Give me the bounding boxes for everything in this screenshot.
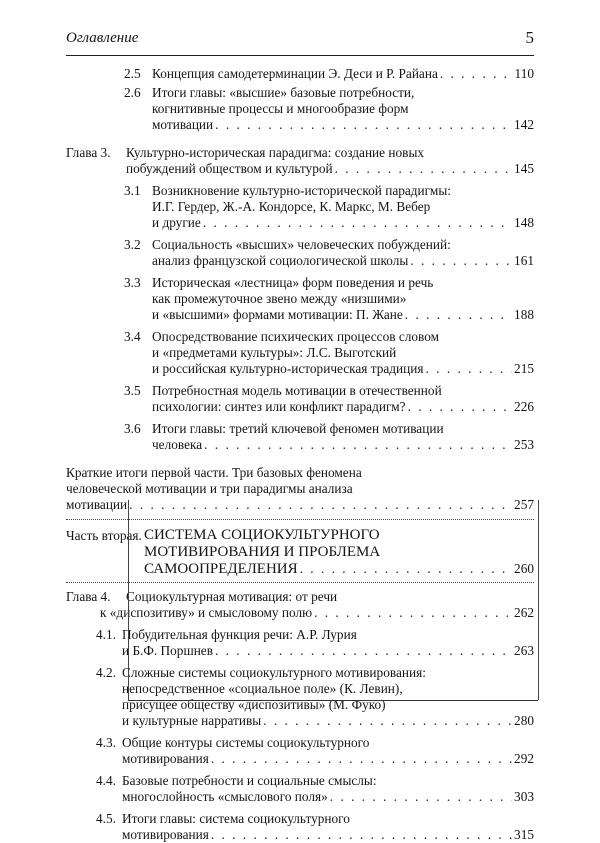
part-title: САМООПРЕДЕЛЕНИЯ — [144, 561, 298, 577]
chapter-page: 145 — [514, 161, 534, 176]
entry-number: 4.5. — [96, 811, 116, 826]
entry-number: 2.5 — [124, 66, 141, 81]
entry-page: 110 — [514, 66, 534, 81]
toc-part-2[interactable] — [66, 527, 534, 577]
toc-entry-2-5[interactable] — [66, 66, 534, 82]
toc-entry-3-4[interactable] — [66, 329, 534, 377]
entry-title: и другие — [152, 215, 201, 230]
entry-page: 315 — [514, 827, 534, 842]
entry-title: Концепция самодетерминации Э. Деси и Р. Райана — [152, 66, 438, 81]
entry-title: и культурные нарративы — [122, 713, 262, 728]
table-of-contents — [66, 62, 534, 843]
entry-page: 161 — [514, 253, 534, 268]
entry-number: 3.3 — [124, 275, 141, 290]
summary-page: 257 — [514, 497, 534, 512]
chapter-title-line: Социокультурная мотивация: от речи — [126, 589, 338, 604]
toc-chapter-3[interactable] — [66, 145, 534, 177]
entry-number: 4.1. — [96, 627, 116, 642]
entry-number: 4.4. — [96, 773, 116, 788]
entry-title-line: Итоги главы: третий ключевой феномен мотивации — [152, 421, 444, 436]
entry-title-line: Социальность «высших» человеческих побуждений: — [152, 237, 451, 252]
part-label: Часть вторая. — [66, 528, 142, 543]
part-page: 260 — [514, 561, 534, 576]
chapter-number: Глава 3. — [66, 145, 111, 160]
entry-page: 188 — [514, 307, 534, 322]
entry-page: 253 — [514, 437, 534, 452]
entry-title: и российская культурно-историческая традиция — [152, 361, 424, 376]
header-rule — [66, 55, 534, 56]
toc-entry-4-2[interactable] — [66, 665, 534, 729]
entry-title-line: Возникновение культурно-исторической парадигмы: — [152, 183, 451, 198]
toc-entry-4-5[interactable] — [66, 811, 534, 843]
entry-title-line: и «предметами культуры»: Л.С. Выготский — [152, 345, 397, 360]
entry-title: и Б.Ф. Поршнев — [122, 643, 213, 658]
divider-space — [66, 577, 534, 587]
entry-title-line: Опосредствование психических процессов словом — [152, 329, 440, 344]
divider — [66, 519, 534, 520]
part-title-line: СИСТЕМА СОЦИОКУЛЬТУРНОГО — [144, 527, 380, 543]
entry-title: и «высшими» формами мотивации: П. Жане — [152, 307, 403, 322]
entry-title-line: Базовые потребности и социальные смыслы: — [122, 773, 377, 788]
entry-title: мотивации — [152, 117, 214, 132]
chapter-number: Глава 4. — [66, 589, 111, 604]
toc-entry-4-4[interactable] — [66, 773, 534, 805]
entry-title-line: Общие контуры системы социокультурного — [122, 735, 370, 750]
entry-title-line: И.Г. Гердер, Ж.-А. Кондорсе, К. Маркс, М. Вебер — [152, 199, 431, 214]
toc-entry-3-5[interactable] — [66, 383, 534, 415]
toc-entry-3-6[interactable] — [66, 421, 534, 453]
entry-title: многослойность «смыслового поля» — [122, 789, 328, 804]
entry-page: 215 — [514, 361, 534, 376]
entry-title-line: Потребностная модель мотивации в отечественной — [152, 383, 442, 398]
toc-entry-3-3[interactable] — [66, 275, 534, 323]
entry-number: 2.6 — [124, 85, 141, 100]
scan-border-left — [128, 500, 129, 700]
divider — [66, 582, 534, 583]
entry-title-line: когнитивные процессы и многообразие форм — [152, 101, 409, 116]
entry-title-line: Итоги главы: система социокультурного — [122, 811, 350, 826]
summary-title-line: человеческой мотивации и три парадигмы анализа — [66, 481, 353, 496]
entry-title-line: присущее обществу «диспозитивы» (М. Фуко) — [122, 697, 386, 712]
summary-title: мотивации — [66, 497, 128, 512]
scan-border-bottom — [128, 700, 538, 701]
toc-entry-3-2[interactable] — [66, 237, 534, 269]
summary-title-line: Краткие итоги первой части. Три базовых феномена — [66, 465, 362, 480]
entry-page: 280 — [514, 713, 534, 728]
entry-title: анализ французской социологической школы — [152, 253, 409, 268]
entry-title-line: Итоги главы: «высшие» базовые потребности, — [152, 85, 415, 100]
entry-number: 3.2 — [124, 237, 141, 252]
page-header — [66, 30, 534, 52]
entry-title-line: непосредственное «социальное поле» (К. Левин), — [122, 681, 403, 696]
entry-page: 263 — [514, 643, 534, 658]
scan-border-right — [538, 500, 539, 700]
entry-title: мотивирования — [122, 751, 209, 766]
entry-title-line: как промежуточное звено между «низшими» — [152, 291, 407, 306]
entry-title: мотивирования — [122, 827, 209, 842]
entry-number: 3.1 — [124, 183, 141, 198]
chapter-title: побуждений обществом и культурой — [126, 161, 333, 176]
toc-entry-3-1[interactable] — [66, 183, 534, 231]
toc-chapter-4[interactable] — [66, 589, 534, 621]
entry-title: человека — [152, 437, 203, 452]
entry-title-line: Сложные системы социокультурного мотивирования: — [122, 665, 426, 680]
chapter-page: 262 — [514, 605, 534, 620]
entry-title: психологии: синтез или конфликт парадигм? — [152, 399, 406, 414]
toc-entry-4-1[interactable] — [66, 627, 534, 659]
entry-title-line: Историческая «лестница» форм поведения и речь — [152, 275, 434, 290]
part-title-line: МОТИВИРОВАНИЯ И ПРОБЛЕМА — [144, 544, 381, 560]
running-head: Оглавление — [66, 30, 139, 46]
entry-number: 3.5 — [124, 383, 141, 398]
chapter-title-line: Культурно-историческая парадигма: создание новых — [126, 145, 425, 160]
entry-page: 148 — [514, 215, 534, 230]
entry-number: 4.2. — [96, 665, 116, 680]
toc-entry-2-6[interactable] — [66, 85, 534, 133]
chapter-title: к «диспозитиву» и смысловому полю — [100, 605, 313, 620]
page-number: 5 — [525, 28, 534, 47]
entry-number: 3.6 — [124, 421, 141, 436]
entry-page: 303 — [514, 789, 534, 804]
entry-number: 3.4 — [124, 329, 141, 344]
toc-entry-4-3[interactable] — [66, 735, 534, 767]
divider-space — [66, 513, 534, 525]
entry-page: 292 — [514, 751, 534, 766]
entry-page: 226 — [514, 399, 534, 414]
entry-number: 4.3. — [96, 735, 116, 750]
toc-part1-summary[interactable] — [66, 465, 534, 513]
entry-page: 142 — [514, 117, 534, 132]
entry-title-line: Побудительная функция речи: А.Р. Лурия — [122, 627, 357, 642]
